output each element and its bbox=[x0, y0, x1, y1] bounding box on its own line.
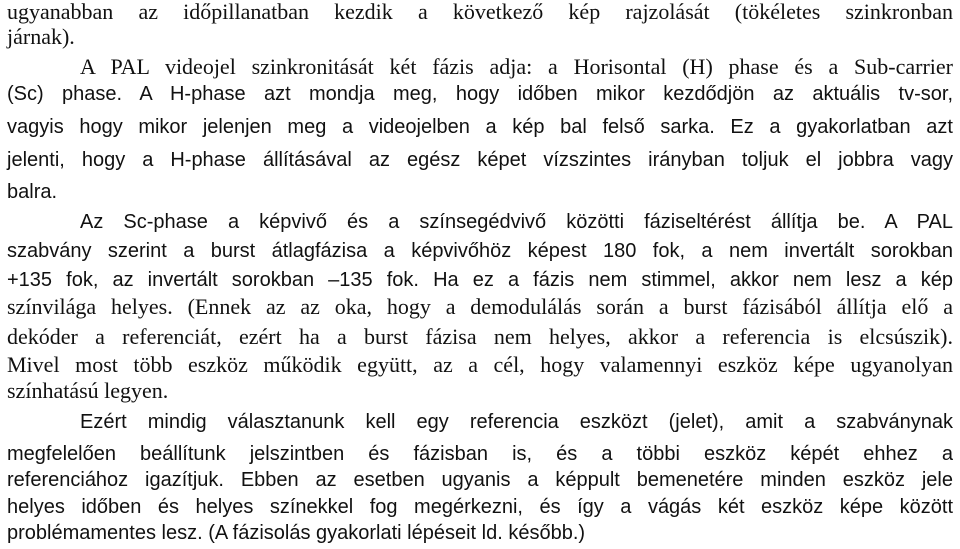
text-line-5: vagyis hogy mikor jelenjen meg a videojelben a kép bal felső sarka. Ez a gyakorlatban azt bbox=[7, 116, 953, 138]
text-line-16: megfelelően beállítunk jelszintben és fázisban is, és a többi eszköz képét ehhez a bbox=[7, 443, 953, 465]
text-line-1: ugyanabban az időpillanatban kezdik a következő kép rajzolását (tökéletes szinkronban bbox=[7, 0, 953, 24]
text-line-9: szabvány szerint a burst átlagfázisa a képvivőhöz képest 180 fok, a nem invertált sorokban bbox=[7, 240, 953, 262]
text-line-19: problémamentes lesz. (A fázisolás gyakorlati lépéseit ld. később.) bbox=[7, 522, 586, 544]
text-line-18: helyes időben és helyes színekkel fog megérkezni, és így a vágás két eszköz képe között bbox=[7, 496, 953, 518]
text-line-12: dekóder a referenciát, ezért ha a burst fázisa nem helyes, akkor a referencia is elcsúszik). bbox=[7, 324, 953, 349]
text-line-15: Ezért mindig választanunk kell egy referencia eszközt (jelet), amit a szabványnak bbox=[80, 411, 953, 433]
text-line-13: Mivel most több eszköz működik együtt, az a cél, hogy valamennyi eszköz képe ugyanolyan bbox=[7, 352, 953, 377]
text-line-6: jelenti, hogy a H-phase állításával az egész képet vízszintes irányban toljuk el jobbra vagy bbox=[7, 149, 953, 171]
text-line-2: járnak). bbox=[7, 24, 75, 49]
text-line-10: +135 fok, az invertált sorokban –135 fok. Ha ez a fázis nem stimmel, akkor nem lesz a kép bbox=[7, 269, 953, 291]
text-line-8: Az Sc-phase a képvivő és a színsegédvivő közötti fáziseltérést állítja be. A PAL bbox=[80, 211, 953, 233]
text-line-14: színhatású legyen. bbox=[7, 378, 169, 403]
text-line-3: A PAL videojel szinkronitását két fázis adja: a Horisontal (H) phase és a Sub-carrier bbox=[80, 54, 953, 79]
text-line-11: színvilága helyes. (Ennek az az oka, hogy a demodulálás során a burst fázisából állítja elő a bbox=[7, 294, 953, 319]
text-line-4: (Sc) phase. A H-phase azt mondja meg, hogy időben mikor kezdődjön az aktuális tv-sor, bbox=[7, 83, 953, 105]
text-line-7: balra. bbox=[7, 181, 58, 203]
text-line-17: referenciához igazítjuk. Ebben az esetben ugyanis a képpult bemenetére minden eszköz jele bbox=[7, 469, 953, 491]
